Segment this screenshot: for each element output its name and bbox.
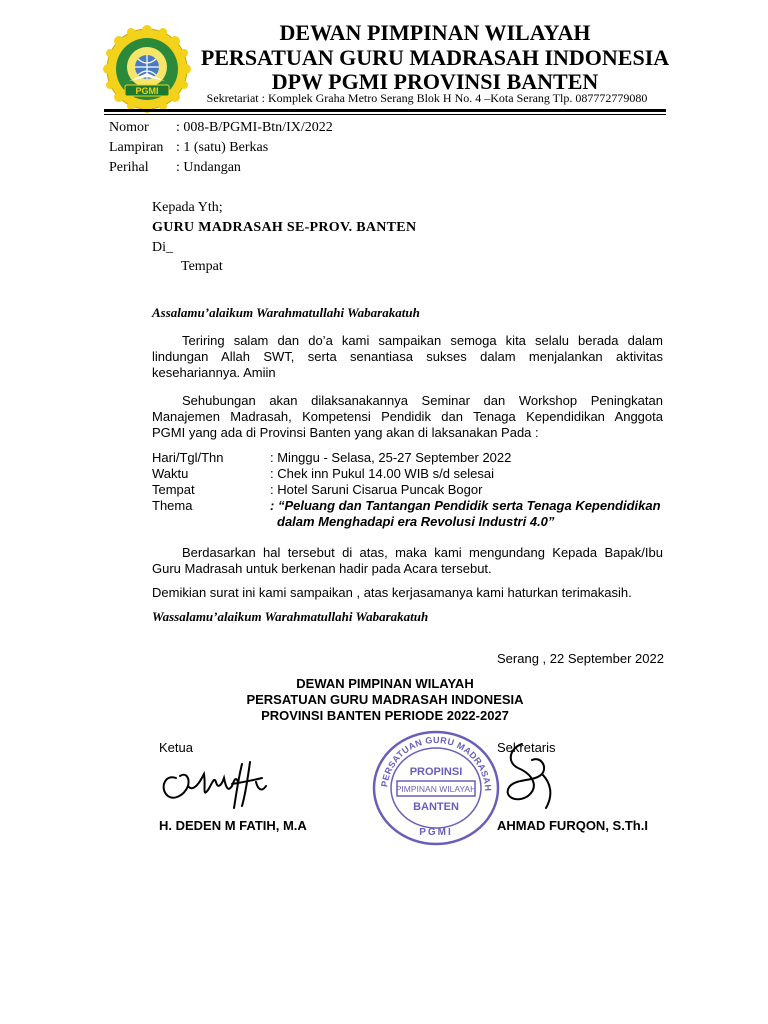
meta-label: Lampiran <box>109 140 164 155</box>
detail-label: Thema <box>152 498 193 513</box>
logo-label: PGMI <box>135 86 159 96</box>
stamp-ring-text: PERSATUAN GURU MADRASAH <box>379 734 494 792</box>
closing-salutation: Wassalamu’alaikum Warahmatullahi Wabarakatuh <box>152 609 429 624</box>
paragraph-line: Manajemen Madrasah, Kompetensi Pendidik dan Tenaga Kependidikan Anggota <box>152 409 663 424</box>
paragraph-invitation <box>152 545 663 577</box>
paragraph-line: kesehariannya. Amiin <box>152 365 276 380</box>
paragraph-thanks: Demikian surat ini kami sampaikan , atas kerjasamanya kami haturkan terimakasih. <box>152 585 632 600</box>
paragraph-line: Teriring salam dan do’a kami sampaikan semoga kita selalu berada dalam <box>182 333 663 348</box>
signoff-org-3: PROVINSI BANTEN PERIODE 2022-2027 <box>261 708 509 723</box>
paragraph-line: PGMI yang ada di Provinsi Banten yang akan di laksanakan Pada : <box>152 425 539 440</box>
meta-label: Perihal <box>109 160 149 175</box>
paragraph-greeting <box>152 333 663 381</box>
meta-value: : 1 (satu) Berkas <box>176 140 269 155</box>
name-secretary: AHMAD FURQON, S.Th.I <box>497 818 648 833</box>
letterhead-title-2: PERSATUAN GURU MADRASAH INDONESIA <box>200 45 670 70</box>
detail-time <box>152 466 494 481</box>
detail-value: : Hotel Saruni Cisarua Puncak Bogor <box>270 482 483 497</box>
detail-date <box>152 450 511 465</box>
stamp-line-1: PROPINSI <box>409 766 463 778</box>
paragraph-line: lindungan Allah SWT, serta senantiasa sukses dalam menjalankan aktivitas <box>152 349 663 364</box>
paragraph-line: Guru Madrasah untuk berkenan hadir pada Acara tersebut. <box>152 561 492 576</box>
detail-theme <box>152 498 661 513</box>
signature-secretary <box>488 738 560 818</box>
detail-label: Tempat <box>152 482 195 497</box>
detail-venue <box>152 482 482 497</box>
name-chair: H. DEDEN M FATIH, M.A <box>159 818 307 833</box>
stamp-line-3: BANTEN <box>413 801 459 813</box>
paragraph-event <box>152 393 663 441</box>
paragraph-line: Berdasarkan hal tersebut di atas, maka kami mengundang Kepada Bapak/Ibu <box>182 545 663 560</box>
letterhead-title-1: DEWAN PIMPINAN WILAYAH <box>279 20 591 45</box>
detail-value: : Minggu - Selasa, 25-27 September 2022 <box>270 450 512 465</box>
meta-value: : 008-B/PGMI-Btn/IX/2022 <box>176 120 333 135</box>
recipient-name: GURU MADRASAH SE-PROV. BANTEN <box>152 220 417 235</box>
recipient-place: Tempat <box>181 259 223 274</box>
paragraph-line: Sehubungan akan dilaksanakannya Seminar dan Workshop Peningkatan <box>182 393 663 408</box>
recipient-greeting: Kepada Yth; <box>152 200 223 215</box>
letterhead-address: Sekretariat : Komplek Graha Metro Serang Blok H No. 4 –Kota Serang Tlp. 087772779080 <box>206 91 648 105</box>
letter-date: Serang , 22 September 2022 <box>497 651 664 666</box>
meta-lampiran <box>109 140 268 156</box>
stamp-line-2: PIMPINAN WILAYAH <box>395 784 477 794</box>
detail-value: : Chek inn Pukul 14.00 WIB s/d selesai <box>270 466 495 481</box>
signoff-org-2: PERSATUAN GURU MADRASAH INDONESIA <box>246 692 524 707</box>
signoff-org-1: DEWAN PIMPINAN WILAYAH <box>296 676 474 691</box>
stamp-bottom-text: PGMI <box>419 827 453 838</box>
meta-nomor <box>109 120 333 136</box>
role-chair: Ketua <box>159 740 193 755</box>
letterhead-title-3: DPW PGMI PROVINSI BANTEN <box>271 69 599 94</box>
detail-value: : “Peluang dan Tantangan Pendidik serta Tenaga Kependidikan <box>270 498 661 513</box>
letterhead-rule-thick <box>104 109 666 112</box>
pgmi-logo <box>103 25 191 113</box>
recipient-di: Di_ <box>152 240 173 255</box>
meta-label: Nomor <box>109 120 149 135</box>
organization-stamp <box>371 728 501 846</box>
signature-chair <box>158 756 278 816</box>
letterhead-rule-thin <box>104 114 666 115</box>
detail-label: Waktu <box>152 466 189 481</box>
opening-salutation: Assalamu’alaikum Warahmatullahi Wabarakatuh <box>152 305 420 320</box>
detail-label: Hari/Tgl/Thn <box>152 450 224 465</box>
meta-perihal <box>109 160 241 176</box>
detail-theme-continued: dalam Menghadapi era Revolusi Industri 4.0” <box>277 514 555 529</box>
role-secretary: Sekretaris <box>497 740 556 755</box>
meta-value: : Undangan <box>176 160 241 175</box>
